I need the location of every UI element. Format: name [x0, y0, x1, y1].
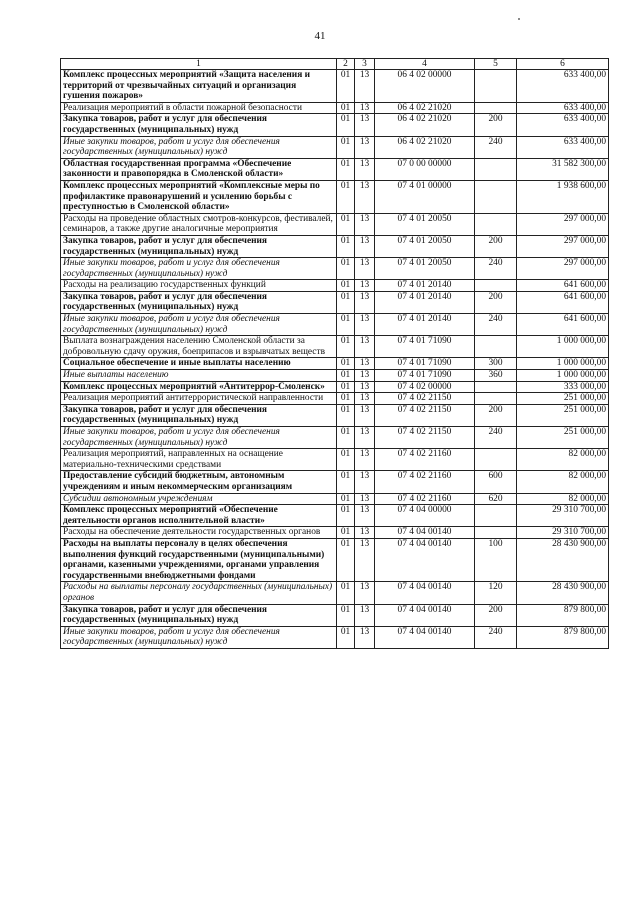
row-target-article: 06 4 02 21020: [375, 114, 475, 136]
table-row: [61, 370, 609, 382]
row-target-article: 07 4 02 21150: [375, 393, 475, 405]
row-expense-type: 200: [475, 604, 517, 626]
row-target-article: 07 4 04 00140: [375, 582, 475, 604]
row-target-article: 07 4 01 20050: [375, 213, 475, 235]
row-subsection-code: 13: [355, 582, 375, 604]
row-subsection-code: 13: [355, 314, 375, 336]
row-subsection-code: 13: [355, 70, 375, 103]
row-amount: 879 800,00: [517, 626, 609, 648]
row-target-article: 07 4 01 71090: [375, 336, 475, 358]
row-expense-type: [475, 393, 517, 405]
row-expense-type: 100: [475, 538, 517, 581]
row-expense-type: [475, 381, 517, 393]
row-description: Субсидии автономным учреждениям: [61, 493, 337, 505]
table-row: [61, 393, 609, 405]
row-description: Закупка товаров, работ и услуг для обеспечения государственных (муниципальных) нужд: [61, 291, 337, 313]
row-section-code: 01: [337, 158, 355, 180]
row-expense-type: [475, 280, 517, 292]
row-amount: 28 430 900,00: [517, 582, 609, 604]
row-amount: 333 000,00: [517, 381, 609, 393]
table-row: [61, 114, 609, 136]
row-amount: 297 000,00: [517, 213, 609, 235]
row-section-code: 01: [337, 538, 355, 581]
row-section-code: 01: [337, 381, 355, 393]
row-target-article: 07 4 04 00000: [375, 505, 475, 527]
row-section-code: 01: [337, 493, 355, 505]
row-description: Закупка товаров, работ и услуг для обеспечения государственных (муниципальных) нужд: [61, 404, 337, 426]
row-subsection-code: 13: [355, 213, 375, 235]
row-section-code: 01: [337, 370, 355, 382]
row-subsection-code: 13: [355, 180, 375, 213]
row-subsection-code: 13: [355, 336, 375, 358]
table-row: [61, 70, 609, 103]
table-row: [61, 471, 609, 493]
table-row: [61, 258, 609, 280]
row-section-code: 01: [337, 626, 355, 648]
row-section-code: 01: [337, 235, 355, 257]
row-section-code: 01: [337, 336, 355, 358]
row-amount: 641 600,00: [517, 291, 609, 313]
row-target-article: 07 4 01 20050: [375, 258, 475, 280]
row-expense-type: 200: [475, 114, 517, 136]
row-subsection-code: 13: [355, 235, 375, 257]
row-subsection-code: 13: [355, 427, 375, 449]
table-row: [61, 626, 609, 648]
row-description: Реализация мероприятий в области пожарной безопасности: [61, 102, 337, 114]
row-amount: 82 000,00: [517, 493, 609, 505]
row-target-article: 07 4 02 21160: [375, 493, 475, 505]
row-amount: 297 000,00: [517, 258, 609, 280]
table-row: [61, 102, 609, 114]
row-amount: 28 430 900,00: [517, 538, 609, 581]
row-amount: 29 310 700,00: [517, 527, 609, 539]
row-amount: 641 600,00: [517, 280, 609, 292]
row-expense-type: 240: [475, 136, 517, 158]
row-amount: 633 400,00: [517, 102, 609, 114]
row-section-code: 01: [337, 505, 355, 527]
table-row: [61, 582, 609, 604]
row-description: Расходы на реализацию государственных функций: [61, 280, 337, 292]
row-expense-type: [475, 449, 517, 471]
row-expense-type: 240: [475, 258, 517, 280]
row-expense-type: [475, 102, 517, 114]
row-subsection-code: 13: [355, 626, 375, 648]
row-section-code: 01: [337, 102, 355, 114]
row-subsection-code: 13: [355, 136, 375, 158]
table-row: [61, 180, 609, 213]
row-expense-type: 360: [475, 370, 517, 382]
row-description: Комплекс процессных мероприятий «Защита населения и территорий от чрезвычайных ситуаций и организация гушения пожаров»: [61, 70, 337, 103]
row-description: Областная государственная программа «Обеспечение законности и правопорядка в Смоленской области»: [61, 158, 337, 180]
row-target-article: 07 4 01 71090: [375, 370, 475, 382]
row-subsection-code: 13: [355, 538, 375, 581]
scan-speck: [518, 18, 520, 20]
budget-table-body: [61, 59, 609, 649]
row-amount: 29 310 700,00: [517, 505, 609, 527]
row-section-code: 01: [337, 582, 355, 604]
row-subsection-code: 13: [355, 449, 375, 471]
table-row: [61, 336, 609, 358]
row-expense-type: 200: [475, 235, 517, 257]
row-amount: 1 000 000,00: [517, 358, 609, 370]
row-section-code: 01: [337, 427, 355, 449]
table-row: [61, 158, 609, 180]
row-expense-type: [475, 158, 517, 180]
row-section-code: 01: [337, 314, 355, 336]
row-target-article: 07 0 00 00000: [375, 158, 475, 180]
row-section-code: 01: [337, 404, 355, 426]
row-target-article: 06 4 02 21020: [375, 136, 475, 158]
row-section-code: 01: [337, 393, 355, 405]
row-amount: 82 000,00: [517, 471, 609, 493]
row-section-code: 01: [337, 180, 355, 213]
table-row: [61, 493, 609, 505]
header-col-3: 3: [355, 59, 375, 70]
table-row: [61, 235, 609, 257]
row-target-article: 07 4 01 20140: [375, 291, 475, 313]
row-target-article: 07 4 04 00140: [375, 604, 475, 626]
row-target-article: 07 4 04 00140: [375, 527, 475, 539]
row-description: Реализация мероприятий антитеррористической направленности: [61, 393, 337, 405]
row-expense-type: [475, 180, 517, 213]
row-description: Комплекс процессных мероприятий «Обеспечение деятельности органов исполнительной власти»: [61, 505, 337, 527]
row-section-code: 01: [337, 213, 355, 235]
row-description: Иные закупки товаров, работ и услуг для обеспечения государственных (муниципальных) нужд: [61, 427, 337, 449]
row-subsection-code: 13: [355, 493, 375, 505]
row-subsection-code: 13: [355, 291, 375, 313]
header-col-5: 5: [475, 59, 517, 70]
row-section-code: 01: [337, 291, 355, 313]
row-description: Иные закупки товаров, работ и услуг для обеспечения государственных (муниципальных) нужд: [61, 258, 337, 280]
row-subsection-code: 13: [355, 358, 375, 370]
row-amount: 641 600,00: [517, 314, 609, 336]
row-target-article: 07 4 02 21150: [375, 427, 475, 449]
row-expense-type: 300: [475, 358, 517, 370]
row-expense-type: 600: [475, 471, 517, 493]
row-subsection-code: 13: [355, 471, 375, 493]
row-description: Комплекс процессных мероприятий «Антитеррор-Смоленск»: [61, 381, 337, 393]
row-subsection-code: 13: [355, 505, 375, 527]
row-target-article: 07 4 01 20140: [375, 314, 475, 336]
budget-table: [60, 58, 609, 649]
row-section-code: 01: [337, 449, 355, 471]
row-expense-type: 200: [475, 291, 517, 313]
row-section-code: 01: [337, 136, 355, 158]
row-description: Закупка товаров, работ и услуг для обеспечения государственных (муниципальных) нужд: [61, 604, 337, 626]
row-description: Расходы на обеспечение деятельности государственных органов: [61, 527, 337, 539]
row-description: Предоставление субсидий бюджетным, автономным учреждениям и иным некоммерческим организациям: [61, 471, 337, 493]
row-description: Иные выплаты населению: [61, 370, 337, 382]
row-target-article: 07 4 04 00140: [375, 626, 475, 648]
row-target-article: 07 4 02 21150: [375, 404, 475, 426]
row-target-article: 07 4 02 21160: [375, 449, 475, 471]
row-amount: 82 000,00: [517, 449, 609, 471]
row-section-code: 01: [337, 604, 355, 626]
table-row: [61, 291, 609, 313]
row-target-article: 07 4 01 00000: [375, 180, 475, 213]
row-amount: 251 000,00: [517, 393, 609, 405]
row-description: Расходы на выплаты персоналу в целях обеспечения выполнения функций государственными (муниципальными) органами, казенными учреждениями, органами управления государственными внебюджетными фондами: [61, 538, 337, 581]
table-row: [61, 427, 609, 449]
row-section-code: 01: [337, 358, 355, 370]
table-row: [61, 538, 609, 581]
row-target-article: 07 4 01 20050: [375, 235, 475, 257]
table-row: [61, 381, 609, 393]
row-target-article: 06 4 02 21020: [375, 102, 475, 114]
row-subsection-code: 13: [355, 280, 375, 292]
row-expense-type: 120: [475, 582, 517, 604]
header-col-1: 1: [61, 59, 337, 70]
table-row: [61, 136, 609, 158]
row-subsection-code: 13: [355, 370, 375, 382]
row-section-code: 01: [337, 527, 355, 539]
row-amount: 1 000 000,00: [517, 336, 609, 358]
header-col-6: 6: [517, 59, 609, 70]
row-expense-type: 240: [475, 314, 517, 336]
row-amount: 633 400,00: [517, 136, 609, 158]
row-description: Реализация мероприятий, направленных на оснащение материально-техническими средствами: [61, 449, 337, 471]
row-amount: 633 400,00: [517, 70, 609, 103]
table-row: [61, 449, 609, 471]
row-subsection-code: 13: [355, 102, 375, 114]
row-subsection-code: 13: [355, 527, 375, 539]
table-row: [61, 358, 609, 370]
row-target-article: 07 4 01 20140: [375, 280, 475, 292]
table-row: [61, 404, 609, 426]
row-amount: 1 000 000,00: [517, 370, 609, 382]
row-section-code: 01: [337, 471, 355, 493]
row-expense-type: [475, 527, 517, 539]
header-col-4: 4: [375, 59, 475, 70]
row-description: Иные закупки товаров, работ и услуг для обеспечения государственных (муниципальных) нужд: [61, 314, 337, 336]
row-amount: 31 582 300,00: [517, 158, 609, 180]
row-expense-type: [475, 505, 517, 527]
row-amount: 297 000,00: [517, 235, 609, 257]
row-expense-type: 240: [475, 427, 517, 449]
row-amount: 251 000,00: [517, 404, 609, 426]
table-row: [61, 280, 609, 292]
row-target-article: 07 4 02 00000: [375, 381, 475, 393]
row-description: Комплекс процессных мероприятий «Комплексные меры по профилактике правонарушений и усилению борьбы с преступностью в Смоленской области»: [61, 180, 337, 213]
table-row: [61, 314, 609, 336]
row-section-code: 01: [337, 114, 355, 136]
row-section-code: 01: [337, 280, 355, 292]
row-expense-type: [475, 213, 517, 235]
row-description: Закупка товаров, работ и услуг для обеспечения государственных (муниципальных) нужд: [61, 114, 337, 136]
table-row: [61, 505, 609, 527]
row-description: Иные закупки товаров, работ и услуг для обеспечения государственных (муниципальных) нужд: [61, 136, 337, 158]
row-description: Расходы на проведение областных смотров-конкурсов, фестивалей, семинаров, а также другие аналогичные мероприятия: [61, 213, 337, 235]
row-expense-type: [475, 70, 517, 103]
row-subsection-code: 13: [355, 158, 375, 180]
table-row: [61, 213, 609, 235]
row-expense-type: 200: [475, 404, 517, 426]
row-amount: 879 800,00: [517, 604, 609, 626]
row-target-article: 07 4 04 00140: [375, 538, 475, 581]
row-description: Закупка товаров, работ и услуг для обеспечения государственных (муниципальных) нужд: [61, 235, 337, 257]
row-subsection-code: 13: [355, 393, 375, 405]
row-target-article: 06 4 02 00000: [375, 70, 475, 103]
row-target-article: 07 4 01 71090: [375, 358, 475, 370]
row-amount: 251 000,00: [517, 427, 609, 449]
table-row: [61, 604, 609, 626]
header-row: [61, 59, 609, 70]
row-subsection-code: 13: [355, 381, 375, 393]
row-target-article: 07 4 02 21160: [375, 471, 475, 493]
row-description: Выплата вознаграждения населению Смоленской области за добровольную сдачу оружия, боеприпасов и взрывчатых веществ: [61, 336, 337, 358]
page-number: 41: [314, 30, 326, 42]
row-subsection-code: 13: [355, 258, 375, 280]
row-subsection-code: 13: [355, 114, 375, 136]
row-section-code: 01: [337, 70, 355, 103]
row-subsection-code: 13: [355, 604, 375, 626]
row-description: Иные закупки товаров, работ и услуг для обеспечения государственных (муниципальных) нужд: [61, 626, 337, 648]
row-amount: 633 400,00: [517, 114, 609, 136]
row-expense-type: 240: [475, 626, 517, 648]
row-expense-type: [475, 336, 517, 358]
row-amount: 1 938 600,00: [517, 180, 609, 213]
header-col-2: 2: [337, 59, 355, 70]
row-section-code: 01: [337, 258, 355, 280]
row-subsection-code: 13: [355, 404, 375, 426]
row-description: Социальное обеспечение и иные выплаты населению: [61, 358, 337, 370]
table-row: [61, 527, 609, 539]
row-description: Расходы на выплаты персоналу государственных (муниципальных) органов: [61, 582, 337, 604]
row-expense-type: 620: [475, 493, 517, 505]
